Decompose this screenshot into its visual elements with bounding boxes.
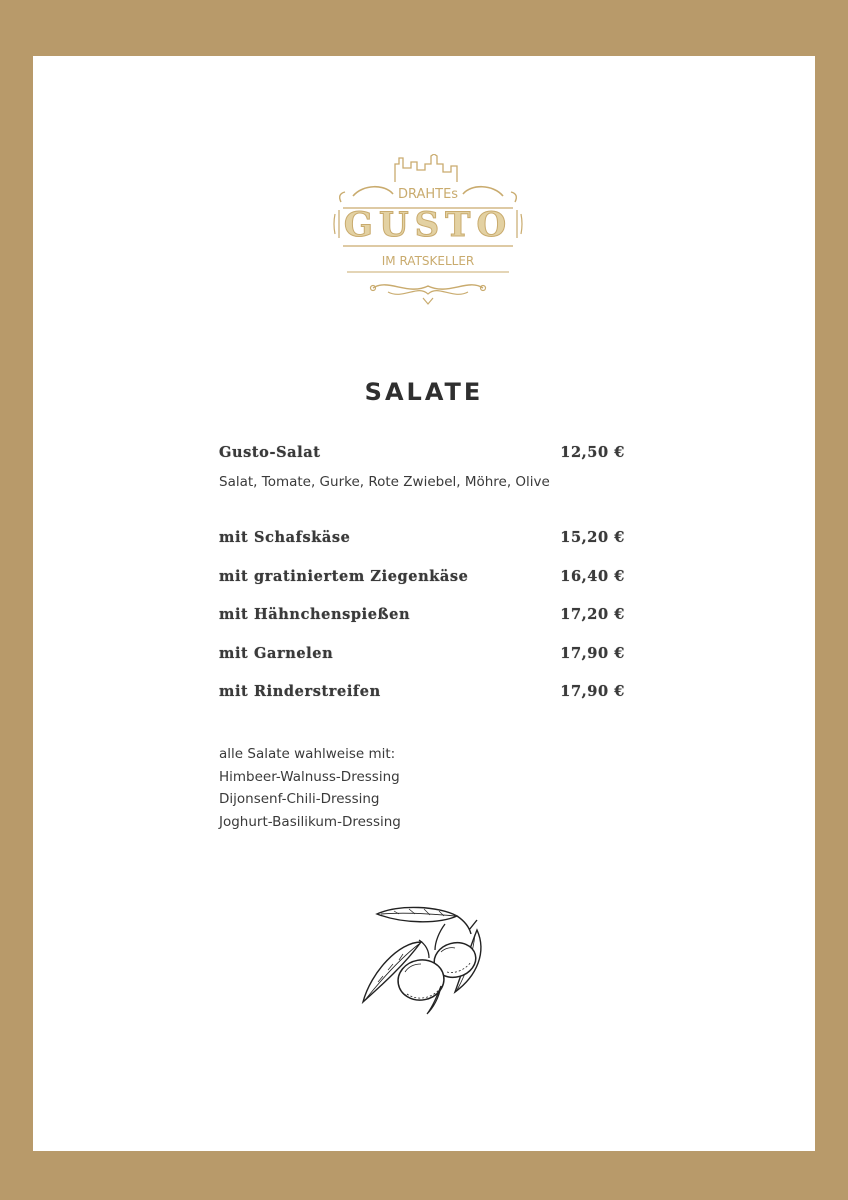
- dressing-option: Himbeer-Walnuss-Dressing: [219, 768, 400, 785]
- menu-item-variant: [219, 529, 625, 553]
- item-description: Salat, Tomate, Gurke, Rote Zwiebel, Möhre, Olive: [219, 474, 550, 490]
- variant-price: 16,40 €: [560, 568, 625, 585]
- restaurant-logo: [333, 154, 523, 314]
- variant-name: mit Hähnchenspießen: [219, 606, 411, 623]
- dressing-option: Dijonsenf-Chili-Dressing: [219, 791, 380, 807]
- section-title: SALATE: [364, 378, 484, 406]
- menu-item-variant: [219, 606, 625, 630]
- menu-item-variant: [219, 568, 625, 592]
- dressing-option: Joghurt-Basilikum-Dressing: [219, 813, 401, 830]
- olive-branch-icon: [359, 902, 489, 1017]
- item-name: Gusto-Salat: [219, 444, 321, 461]
- dressing-notes: [219, 743, 401, 833]
- gusto-logo-graphic: [333, 154, 523, 314]
- variant-name: mit Garnelen: [219, 645, 334, 662]
- variant-name: mit Schafskäse: [219, 529, 351, 546]
- variant-price: 17,90 €: [560, 683, 625, 700]
- menu-page: [33, 56, 815, 1151]
- variant-price: 17,20 €: [560, 606, 625, 623]
- variant-price: 17,90 €: [560, 645, 625, 662]
- logo-line3: IM RATSKELLER: [381, 254, 475, 268]
- logo-line1: DRAHTEs: [397, 187, 459, 202]
- menu-item-variant: [219, 683, 625, 707]
- variant-name: mit Rinderstreifen: [219, 683, 381, 700]
- variant-name: mit gratiniertem Ziegenkäse: [219, 568, 469, 585]
- menu-item-main: [219, 444, 625, 468]
- menu-item-variant: [219, 645, 625, 669]
- logo-line2: GUSTO: [343, 205, 513, 245]
- variant-price: 15,20 €: [560, 529, 625, 546]
- dressing-intro: alle Salate wahlweise mit:: [219, 746, 396, 762]
- item-price: 12,50 €: [560, 444, 625, 461]
